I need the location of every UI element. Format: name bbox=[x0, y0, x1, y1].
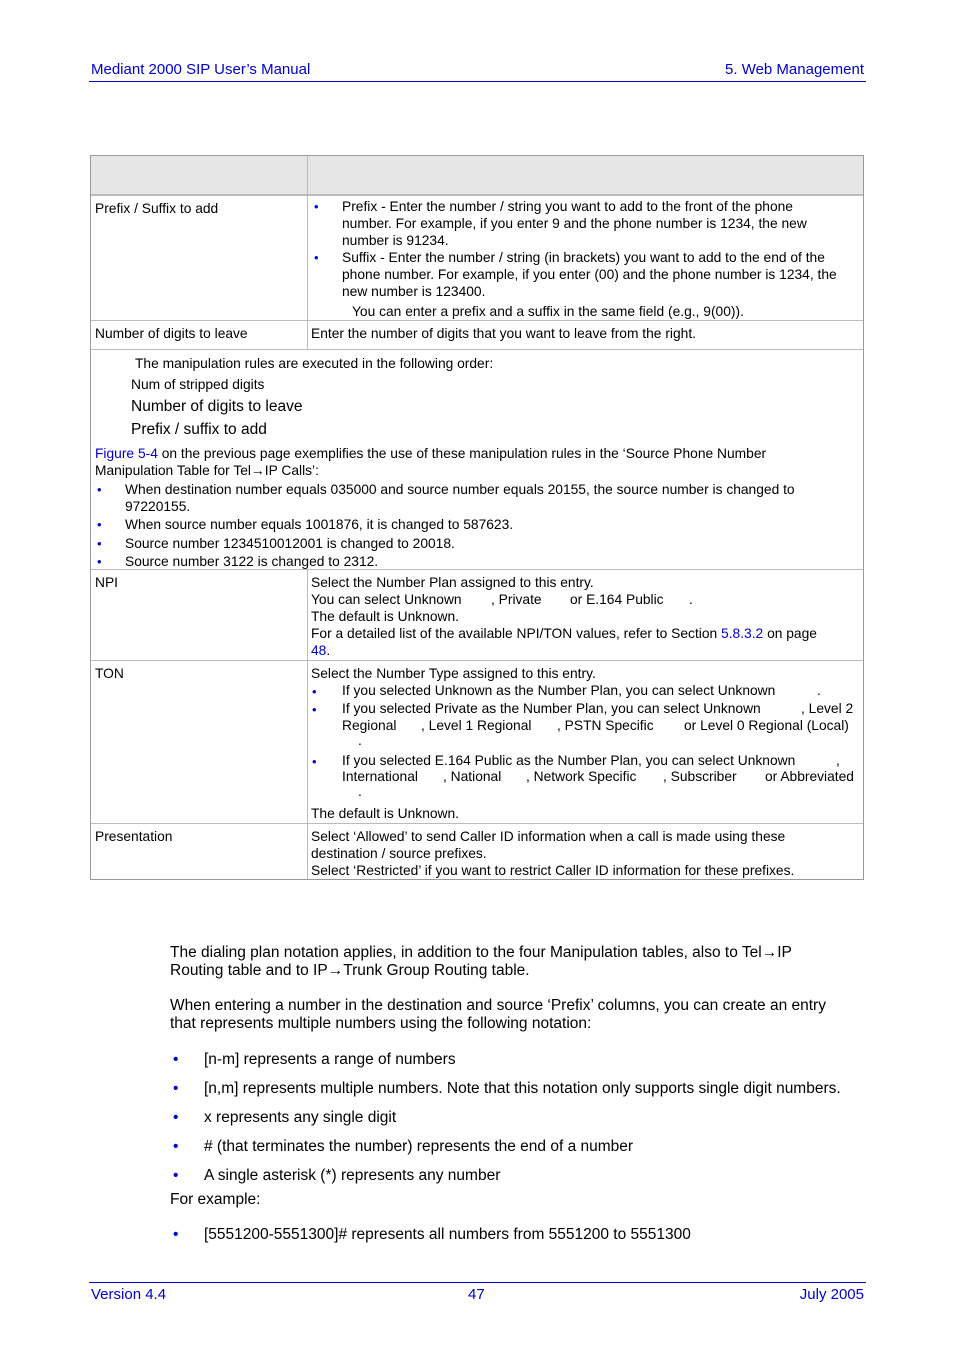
section-title: 5. Web Management bbox=[725, 61, 864, 78]
footer-rule bbox=[89, 1282, 866, 1283]
list-item: • When source number equals 1001876, it is changed to 587623. bbox=[125, 516, 860, 533]
ton-line-1: Select the Number Type assigned to this entry. bbox=[311, 666, 596, 681]
ton-b3d: , National bbox=[443, 769, 502, 784]
dialing-plan-paragraph: The dialing plan notation applies, in addition to the four Manipulation tables, also to Tel→IP Routing table and to IP→Trunk Group Routing table. bbox=[170, 944, 792, 979]
ton-b2c: Regional bbox=[342, 718, 397, 733]
ton-b2b: , Level 2 bbox=[801, 701, 854, 716]
prefix-suffix-bullets bbox=[342, 198, 862, 300]
npi-line-2d: . bbox=[689, 592, 693, 607]
ton-default: The default is Unknown. bbox=[311, 806, 460, 821]
ton-b3c: International bbox=[342, 769, 418, 784]
npi-label: NPI bbox=[95, 575, 118, 590]
order-step-1: Num of stripped digits bbox=[131, 377, 265, 392]
list-item: • When destination number equals 035000 and source number equals 20155, the source number is changed to 97220155. bbox=[125, 481, 860, 515]
table-header-row bbox=[91, 156, 863, 196]
page-number: 47 bbox=[468, 1286, 485, 1303]
figure-link[interactable]: Figure 5-4 bbox=[95, 446, 158, 461]
ton-b3f: , Subscriber bbox=[663, 769, 737, 784]
npi-line-2a: You can select Unknown bbox=[311, 592, 462, 607]
npi-line-1: Select the Number Plan assigned to this entry. bbox=[311, 575, 594, 590]
digits-to-leave-desc: Enter the number of digits that you want to leave from the right. bbox=[311, 326, 696, 341]
npi-reference: For a detailed list of the available NPI/TON values, refer to Section 5.8.3.2 on page 48. bbox=[311, 626, 817, 658]
order-intro: The manipulation rules are executed in the following order: bbox=[135, 356, 494, 371]
bullet-icon: • bbox=[312, 684, 317, 699]
header-rule bbox=[89, 81, 866, 82]
for-example-label: For example: bbox=[170, 1191, 261, 1208]
ton-label: TON bbox=[95, 666, 124, 681]
table-row-digits-to-leave bbox=[91, 321, 863, 350]
list-item: • A single asterisk (*) represents any number bbox=[204, 1167, 869, 1185]
npi-line-2c: or E.164 Public bbox=[570, 592, 664, 607]
table-row-prefix-suffix bbox=[91, 196, 863, 321]
ton-b2f: or Level 0 Regional (Local) bbox=[684, 718, 849, 733]
digits-to-leave-label: Number of digits to leave bbox=[95, 326, 248, 341]
ton-b2g: . bbox=[358, 733, 362, 748]
list-item: • Suffix - Enter the number / string (in brackets) you want to add to the end of the phone number. For example, if you enter (00) and the phone number is 1234, the new number is 123400. bbox=[342, 249, 862, 300]
notation-list bbox=[204, 1051, 869, 1185]
list-item: • [n-m] represents a range of numbers bbox=[204, 1051, 869, 1069]
prefix-suffix-note: You can enter a prefix and a suffix in the same field (e.g., 9(00)). bbox=[352, 304, 744, 319]
section-link[interactable]: 5.8.3.2 bbox=[721, 626, 764, 641]
list-item: • [n,m] represents multiple numbers. Note that this notation only supports single digit numbers. bbox=[204, 1080, 869, 1098]
ton-b3h: . bbox=[358, 784, 362, 799]
list-item: • Prefix - Enter the number / string you want to add to the front of the phone number. For example, if you enter 9 and the phone number is 1234, the new number is 91234. bbox=[342, 198, 862, 249]
example-list bbox=[204, 1226, 869, 1244]
table-row-ton bbox=[91, 661, 863, 824]
manipulation-parameters-table bbox=[90, 155, 864, 880]
ton-b2a: If you selected Private as the Number Plan, you can select Unknown bbox=[342, 701, 761, 716]
list-item: • Source number 1234510012001 is changed to 20018. bbox=[125, 535, 860, 552]
ton-b1b: . bbox=[817, 683, 821, 698]
manual-title: Mediant 2000 SIP User’s Manual bbox=[91, 61, 311, 78]
bullet-icon: • bbox=[312, 702, 317, 717]
figure-reference: Figure 5-4 on the previous page exemplifies the use of these manipulation rules in the ‘Source Phone Number Manipulation Table for Tel→IP Calls’: bbox=[95, 446, 767, 478]
npi-default: The default is Unknown. bbox=[311, 609, 460, 624]
example-bullets bbox=[125, 481, 860, 570]
table-row-order-note bbox=[91, 350, 863, 570]
prefix-notation-paragraph: When entering a number in the destination and source ‘Prefix’ columns, you can create an entry that represents multiple numbers using the following notation: bbox=[170, 997, 826, 1032]
list-item: • x represents any single digit bbox=[204, 1109, 869, 1127]
presentation-desc: Select ‘Allowed’ to send Caller ID information when a call is made using these destination / source prefixes. Select ‘Restricted’ if you want to restrict Caller ID information for these prefixes. bbox=[311, 829, 795, 878]
ton-b3a: If you selected E.164 Public as the Number Plan, you can select Unknown bbox=[342, 753, 796, 768]
list-item: • [5551200-5551300]# represents all numbers from 5551200 to 5551300 bbox=[204, 1226, 869, 1244]
table-row-presentation bbox=[91, 824, 863, 879]
ton-b3b: , bbox=[836, 753, 840, 768]
order-step-2: Number of digits to leave bbox=[131, 398, 303, 415]
page-link[interactable]: 48 bbox=[311, 643, 327, 658]
bullet-icon: • bbox=[312, 754, 317, 769]
prefix-suffix-label: Prefix / Suffix to add bbox=[95, 201, 219, 216]
presentation-label: Presentation bbox=[95, 829, 173, 844]
ton-b3g: or Abbreviated bbox=[765, 769, 854, 784]
list-item: • Source number 3122 is changed to 2312. bbox=[125, 553, 860, 570]
list-item: • # (that terminates the number) represents the end of a number bbox=[204, 1138, 869, 1156]
order-step-3: Prefix / suffix to add bbox=[131, 421, 267, 438]
ton-b1a: If you selected Unknown as the Number Plan, you can select Unknown bbox=[342, 683, 776, 698]
release-date: July 2005 bbox=[799, 1286, 864, 1303]
ton-b3e: , Network Specific bbox=[526, 769, 637, 784]
version-label: Version 4.4 bbox=[91, 1286, 167, 1303]
ton-b2d: , Level 1 Regional bbox=[421, 718, 532, 733]
table-row-npi bbox=[91, 570, 863, 661]
npi-line-2b: , Private bbox=[491, 592, 542, 607]
ton-b2e: , PSTN Specific bbox=[557, 718, 654, 733]
